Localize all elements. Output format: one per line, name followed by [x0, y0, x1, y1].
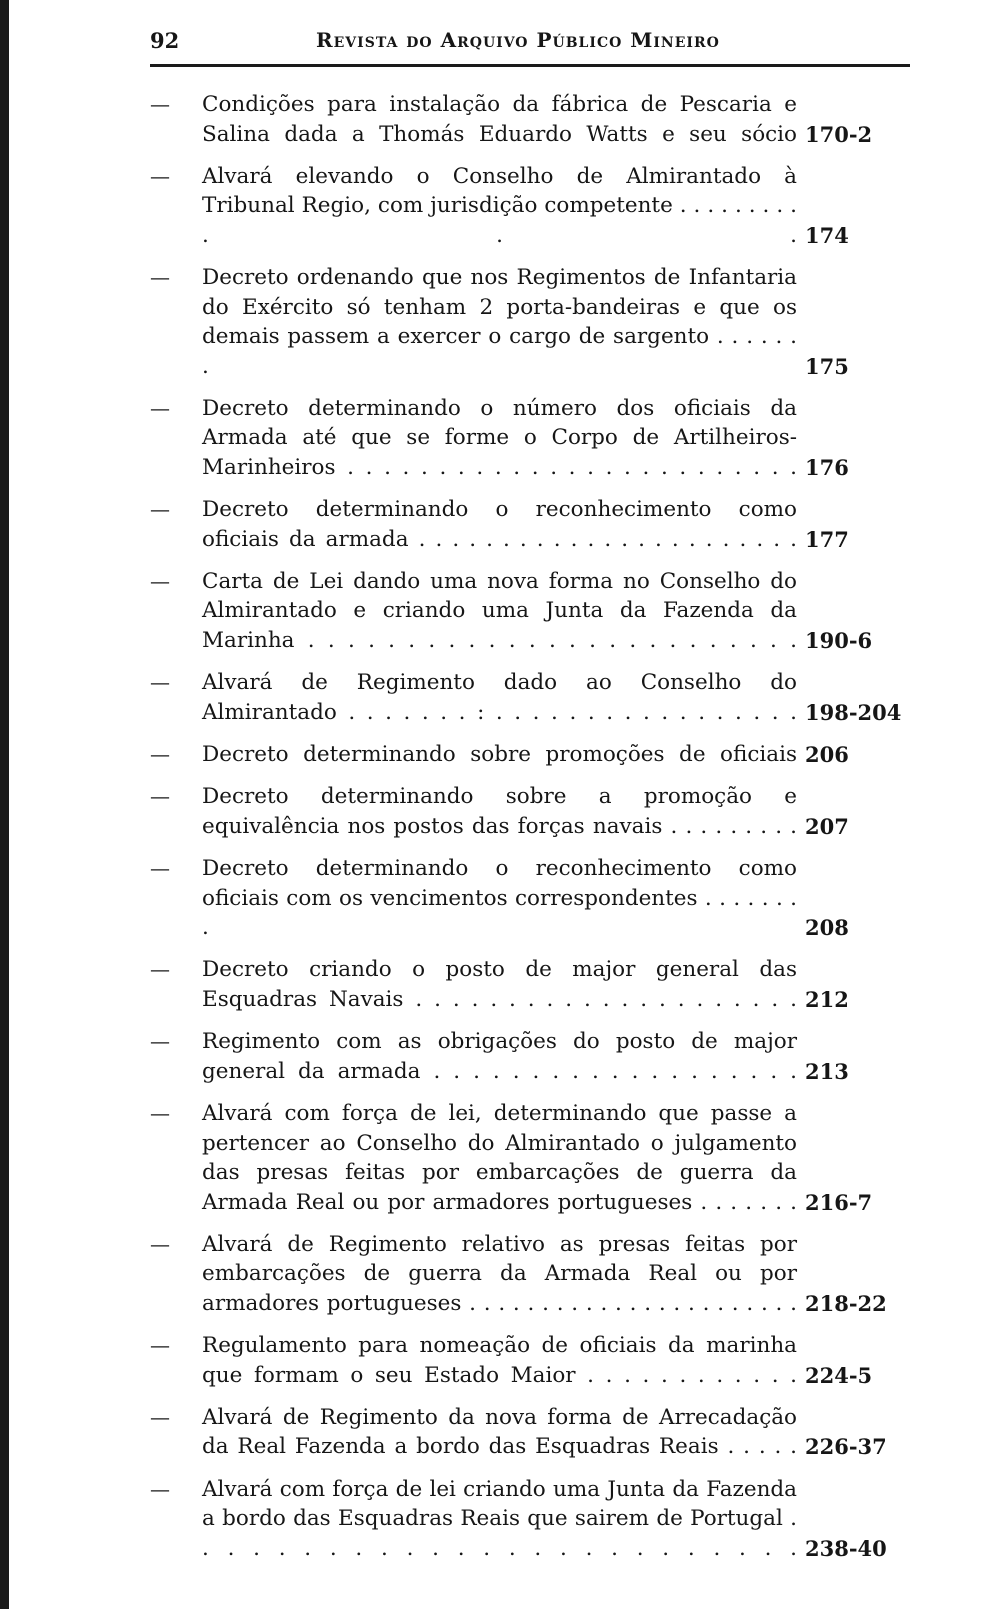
entry-page-ref: 238-40	[805, 1535, 887, 1561]
entry-dash: —	[150, 957, 170, 982]
entry-text: Decreto determinando o reconhecimento como oficiais da armada . . . . . . . . . . . . . . . . . . . . . . .	[202, 497, 797, 552]
toc-entry	[150, 782, 920, 841]
entry-dash: —	[150, 497, 170, 522]
toc-entry	[150, 740, 920, 770]
entry-dash: —	[150, 742, 170, 767]
entry-dash: —	[150, 1231, 170, 1256]
entry-page-ref: 226-37	[805, 1434, 887, 1460]
entry-page-ref: 175	[805, 353, 849, 379]
entry-text: Decreto determinando o número dos oficiais da Armada até que se forme o Corpo de Artilheiros-Marinheiros . . . . . . . . . . . . . . . . . . . . . . . . .	[202, 395, 797, 480]
entry-page-ref: 190-6	[805, 627, 873, 653]
entry-page-ref: 170-2	[805, 121, 873, 147]
entry-page-ref: 213	[805, 1058, 849, 1084]
entry-text: Decreto determinando o reconhecimento como oficiais com os vencimentos correspondentes . . . . . . . .	[202, 856, 797, 941]
entry-dash: —	[150, 265, 170, 290]
entry-dash: —	[150, 670, 170, 695]
entry-dash: —	[150, 1029, 170, 1054]
entry-text: Alvará com força de lei criando uma Junta da Fazenda a bordo das Esquadras Reais que sairem de Portugal . . . . . . . . . . . . . . . . . . . . . . . . .	[202, 1476, 797, 1561]
toc-entry	[150, 90, 920, 149]
entry-page-ref: 198-204	[805, 699, 902, 725]
entry-page-ref: 174	[805, 222, 849, 248]
toc-entry	[150, 1230, 920, 1319]
scan-left-edge	[0, 0, 9, 1609]
entry-page-ref: 176	[805, 454, 849, 480]
entry-page-ref: 224-5	[805, 1362, 873, 1388]
entry-text: Decreto criando o posto de major general das Esquadras Navais . . . . . . . . . . . . . . . . . . . . .	[202, 957, 797, 1012]
header-rule	[150, 64, 910, 67]
toc-entry	[150, 1099, 920, 1217]
entry-text: Alvará de Regimento da nova forma de Arrecadação da Real Fazenda a bordo das Esquadras Reais . . . . .	[202, 1404, 797, 1460]
entry-text: Alvará de Regimento dado ao Conselho do Almirantado . . . . . . . : . . . . . . . . . . . . . . . . .	[202, 670, 797, 725]
entry-page-ref: 206	[805, 742, 849, 768]
entry-dash: —	[150, 1404, 170, 1429]
entry-dash: —	[150, 1333, 170, 1358]
entry-text: Regimento com as obrigações do posto de major general da armada . . . . . . . . . . . . . . . . . . .	[202, 1029, 797, 1084]
entry-dash: —	[150, 1476, 170, 1501]
toc-entry	[150, 263, 920, 381]
entry-page-ref: 177	[805, 526, 849, 552]
entry-page-ref: 207	[805, 813, 849, 839]
toc-entry	[150, 567, 920, 656]
toc-entry	[150, 162, 920, 251]
toc-entry	[150, 1475, 920, 1564]
toc-entry	[150, 495, 920, 554]
entry-text: Alvará com força de lei, determinando que passe a pertencer ao Conselho do Almirantado o julgamento das presas feitas por embarcações de guerra da Armada Real ou por armadores portugueses . . . . . . .	[202, 1101, 797, 1215]
entry-text: Alvará de Regimento relativo as presas feitas por embarcações de guerra da Armada Real ou por armadores portugueses . . . . . . . . . . . . . . . . . . . . . . .	[202, 1231, 797, 1316]
entry-dash: —	[150, 856, 170, 881]
entry-text: Condições para instalação da fábrica de Pescaria e Salina dada a Thomás Eduardo Watts e seu sócio	[202, 92, 797, 147]
entry-dash: —	[150, 92, 170, 116]
toc-entry	[150, 1403, 920, 1462]
toc-entry	[150, 1027, 920, 1086]
entry-dash: —	[150, 568, 170, 593]
entry-text: Carta de Lei dando uma nova forma no Conselho do Almirantado e criando uma Junta da Fazenda da Marinha . . . . . . . . . . . . . . . . . . . . . . . . .	[202, 568, 797, 653]
entry-page-ref: 216-7	[805, 1189, 873, 1215]
entry-dash: —	[150, 784, 170, 809]
toc-entry	[150, 668, 920, 727]
entry-text: Decreto ordenando que nos Regimentos de Infantaria do Exército só tenham 2 porta-bandeiras e que os demais passem a exercer o cargo de sargento . . . . . . .	[202, 265, 797, 379]
running-title: Revista do Arquivo Público Mineiro	[316, 28, 720, 52]
toc-entry	[150, 394, 920, 483]
entry-page-ref: 208	[805, 915, 849, 941]
entry-text: Alvará elevando o Conselho de Almirantado à Tribunal Regio, com jurisdição competente . . . . . . . . . . . .	[202, 163, 797, 248]
toc-entry	[150, 854, 920, 943]
page-number: 92	[150, 28, 180, 53]
entry-page-ref: 212	[805, 986, 849, 1012]
toc-entry	[150, 955, 920, 1014]
entry-text: Regulamento para nomeação de oficiais da marinha que formam o seu Estado Maior . . . . . . . . . . . .	[202, 1333, 797, 1388]
table-of-contents	[150, 90, 920, 1576]
toc-entry	[150, 1331, 920, 1390]
entry-page-ref: 218-22	[805, 1290, 887, 1316]
entry-text: Decreto determinando sobre promoções de oficiais	[202, 742, 797, 768]
entry-dash: —	[150, 395, 170, 420]
entry-dash: —	[150, 1101, 170, 1126]
entry-dash: —	[150, 163, 170, 188]
page-header	[150, 22, 910, 72]
entry-text: Decreto determinando sobre a promoção e equivalência nos postos das forças navais . . . . . . . . .	[202, 784, 797, 839]
